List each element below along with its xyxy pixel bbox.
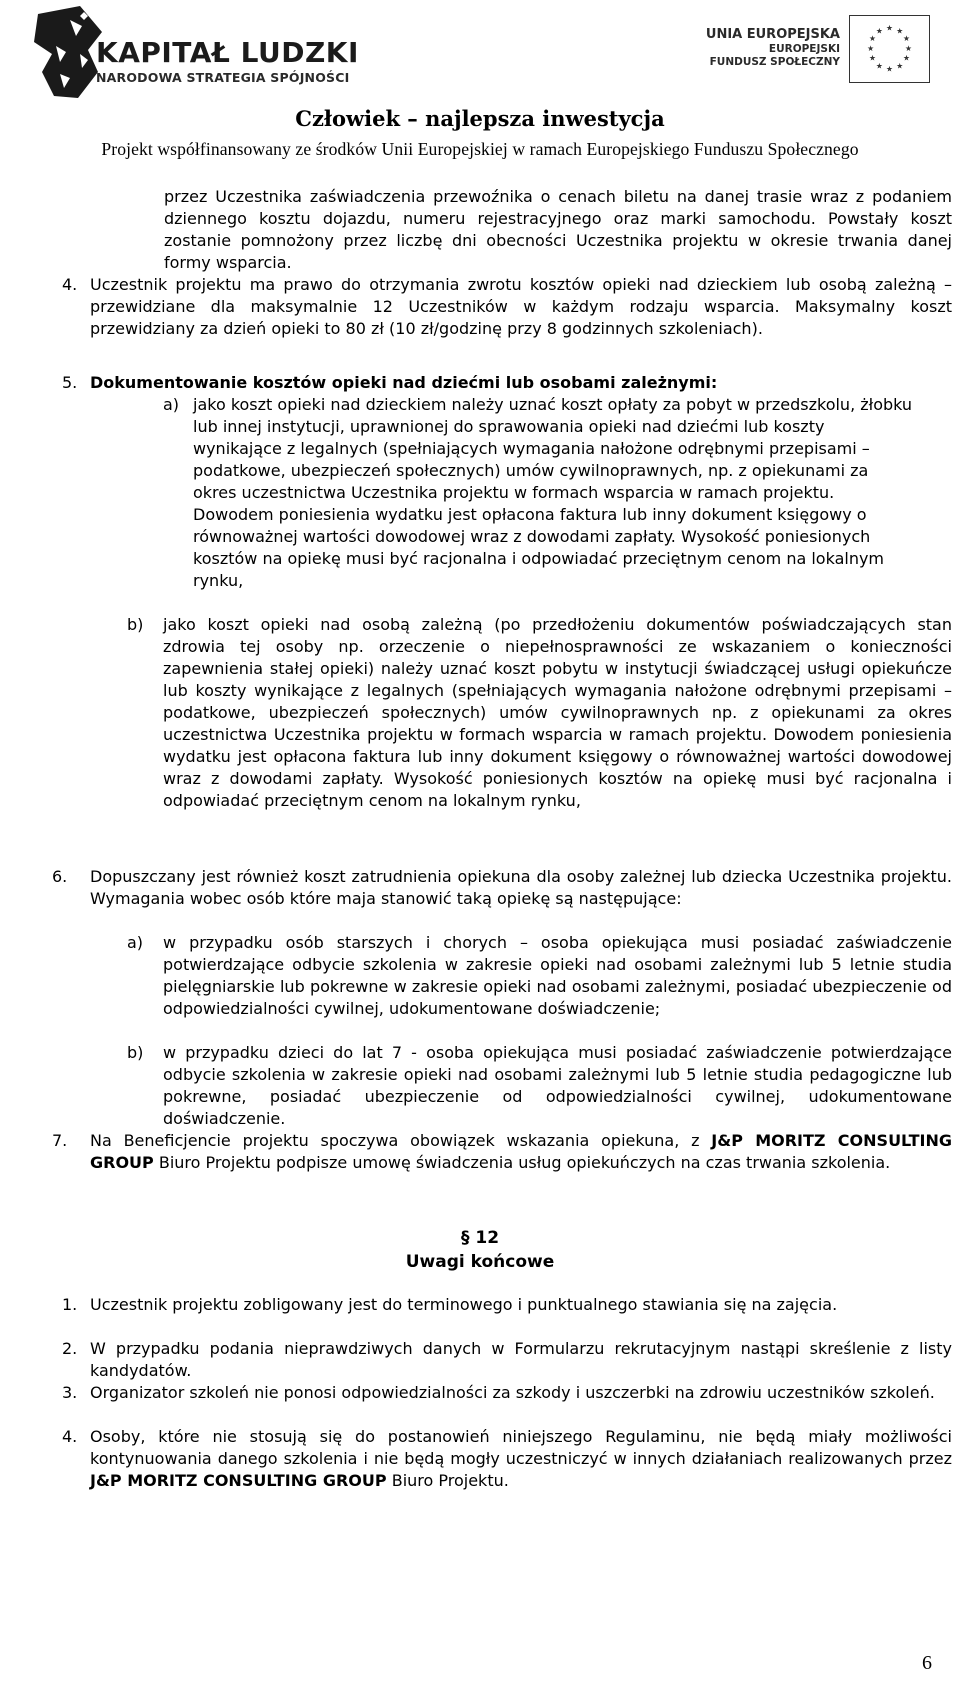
paragraph-6b: w przypadku dzieci do lat 7 - osoba opiekująca musi posiadać zaświadczenie potwierdzające odbycie szkolenia w zakresie opieki nad osobami zależnymi lub 5 letnie studia pedagogiczne lub pokrewne, posiadać ubezpieczenie od odpowiedzialności cywilnej, udokumentowane doświadczenie. (163, 1043, 952, 1128)
company-name: J&P MORITZ CONSULTING GROUP (90, 1131, 952, 1172)
page-number: 6 (922, 1652, 932, 1674)
kapital-ludzki-text (96, 38, 359, 85)
eu-text (700, 26, 840, 69)
paragraph-7-text-2: Biuro Projektu podpisze umowę świadczenia usług opiekuńczych na czas trwania szkolenia. (153, 1153, 891, 1172)
remark-4-text-1: Osoby, które nie stosują się do postanowień niniejszego Regulaminu, nie będą miały możliwości kontynuowania danego szkolenia i nie będą mogły uczestniczyć w innych działaniach realizowanych przez (90, 1427, 952, 1468)
remark-1: Uczestnik projektu zobligowany jest do terminowego i punktualnego stawiania się na zajęcia. (90, 1295, 838, 1314)
remark-4-text-2: Biuro Projektu. (386, 1471, 509, 1490)
paragraph-6: Dopuszczany jest również koszt zatrudnienia opiekuna dla osoby zależnej lub dziecka Uczestnika projektu. Wymagania wobec osób które maja stanowić taką opiekę są następujące: (90, 867, 952, 908)
remark-3: Organizator szkoleń nie ponosi odpowiedzialności za szkody i uszczerbki na zdrowiu uczestników szkoleń. (90, 1383, 935, 1402)
paragraph-5-heading: Dokumentowanie kosztów opieki nad dziećmi lub osobami zależnymi: (90, 373, 718, 392)
svg-text:★: ★ (875, 61, 883, 71)
svg-text:★: ★ (869, 53, 876, 63)
remark-number-2: 2. (62, 1339, 78, 1358)
eu-line-3: FUNDUSZ SPOŁECZNY (709, 56, 840, 68)
item-number-5: 5. (62, 373, 78, 392)
svg-text:★: ★ (886, 23, 893, 33)
svg-text:★: ★ (904, 43, 912, 53)
paragraph-5a-text: jako koszt opieki nad dzieckiem należy uznać koszt opłaty za pobyt w przedszkolu, żłobku lub innej instytucji, uprawnionej do sprawowania opieki nad dziećmi lub koszty wynikające z legalnych (spełniających wymagania nałożone odrębnymi przepisami – podatkowe, ubezpieczeń społecznych) umów cywilnoprawnych, np. z opiekunami za okres uczestnictwa Uczestnika projektu w formach wsparcia w ramach projektu. Dowodem poniesienia wydatku jest opłacona faktura lub inny dokument księgowy o równoważnej wartości dowodowej wraz z dowodami zapłaty. Wysokość poniesionych kosztów na opiekę musi być racjonalna i odpowiadać przeciętnym cenom na lokalnym rynku, (193, 395, 913, 590)
paragraph-7 (90, 1130, 952, 1174)
remark-2: W przypadku podania nieprawdziwych danych w Formularzu rekrutacyjnym nastąpi skreślenie z listy kandydatów. (90, 1339, 952, 1380)
svg-text:★: ★ (903, 34, 910, 44)
item-5b-label: b) (127, 615, 144, 634)
paragraph-4: Uczestnik projektu ma prawo do otrzymania zwrotu kosztów opieki nad dzieckiem lub osobą zależną – przewidziane dla maksymalnie 12 Uczestników w każdym rodzaju wsparcia. Maksymalny koszt przewidziany za dzień opieki to 80 zł (10 zł/godzinę przy 8 godzinnych szkoleniach). (90, 275, 952, 338)
kl-title: KAPITAŁ LUDZKI (96, 36, 359, 69)
slogan: Człowiek – najlepsza inwestycja (295, 106, 665, 131)
paragraph-5b: jako koszt opieki nad osobą zależną (po przedłożeniu dokumentów poświadczających stan zdrowia tej osoby np. orzeczenie o niepełnosprawności ze wskazaniem o konieczności zapewnienia stałej opieki) należy uznać koszt pobytu w instytucji świadczącej usługi opiekuńcze lub koszty wynikające z legalnych (spełniających wymagania nałożone odrębnymi przepisami – podatkowe, ubezpieczeń społecznych) umów cywilnoprawnych np. z opiekunami za okres uczestnictwa Uczestnika projektu w formach wsparcia w ramach projektu. Dowodem poniesienia wydatku jest opłacona faktura lub inny dokument księgowy o równoważnej wartości dowodowej wraz z dowodami zapłaty. Wysokość poniesionych kosztów na opiekę musi być racjonalna i odpowiadać przeciętnym cenom na lokalnym rynku, (163, 615, 952, 810)
section-title: Uwagi końcowe (405, 1252, 555, 1272)
remark-number-3: 3. (62, 1383, 78, 1402)
item-number-6: 6. (52, 867, 68, 886)
svg-text:★: ★ (896, 26, 904, 36)
cofinancing-note: Projekt współfinansowany ze środków Unii Europejskiej w ramach Europejskiego Funduszu Społecznego (101, 139, 859, 159)
remark-4 (90, 1426, 952, 1492)
eu-flag-icon (849, 15, 930, 83)
svg-text:★: ★ (875, 26, 883, 36)
remark-number-1: 1. (62, 1295, 78, 1314)
item-6a-label: a) (127, 933, 144, 952)
svg-text:★: ★ (886, 64, 893, 74)
svg-text:★: ★ (903, 53, 910, 63)
item-number-7: 7. (52, 1131, 68, 1150)
svg-text:★: ★ (867, 43, 875, 53)
svg-text:★: ★ (869, 34, 876, 44)
eu-line-1: UNIA EUROPEJSKA (705, 27, 840, 42)
item-5a-label: a) (163, 395, 180, 414)
remark-number-4: 4. (62, 1427, 78, 1446)
eu-line-2: EUROPEJSKI (768, 43, 840, 55)
company-name-2: J&P MORITZ CONSULTING GROUP (90, 1471, 387, 1490)
item-number-4: 4. (62, 275, 78, 294)
paragraph-3-continued: przez Uczestnika zaświadczenia przewoźnika o cenach biletu na danej trasie wraz z podaniem dziennego kosztu dojazdu, numeru rejestracyjnego oraz marki samochodu. Powstały koszt zostanie pomnożony przez liczbę dni obecności Uczestnika projektu w okresie trwania danej formy wsparcia. (164, 187, 952, 272)
paragraph-6a: w przypadku osób starszych i chorych – osoba opiekująca musi posiadać zaświadczenie potwierdzające odbycie szkolenia w zakresie opieki nad osobami zależnymi lub 5 letnie studia pielęgniarskie lub pokrewne w zakresie opieki nad osobami zależnymi, posiadać ubezpieczenie od odpowiedzialności cywilnej, udokumentowane doświadczenie; (163, 933, 952, 1018)
svg-text:★: ★ (896, 61, 904, 71)
section-number: § 12 (460, 1228, 500, 1248)
paragraph-7-text-1: Na Beneficjencie projektu spoczywa obowiązek wskazania opiekuna, z (90, 1131, 712, 1150)
item-6b-label: b) (127, 1043, 144, 1062)
kl-subtitle: NARODOWA STRATEGIA SPÓJNOŚCI (96, 70, 350, 85)
